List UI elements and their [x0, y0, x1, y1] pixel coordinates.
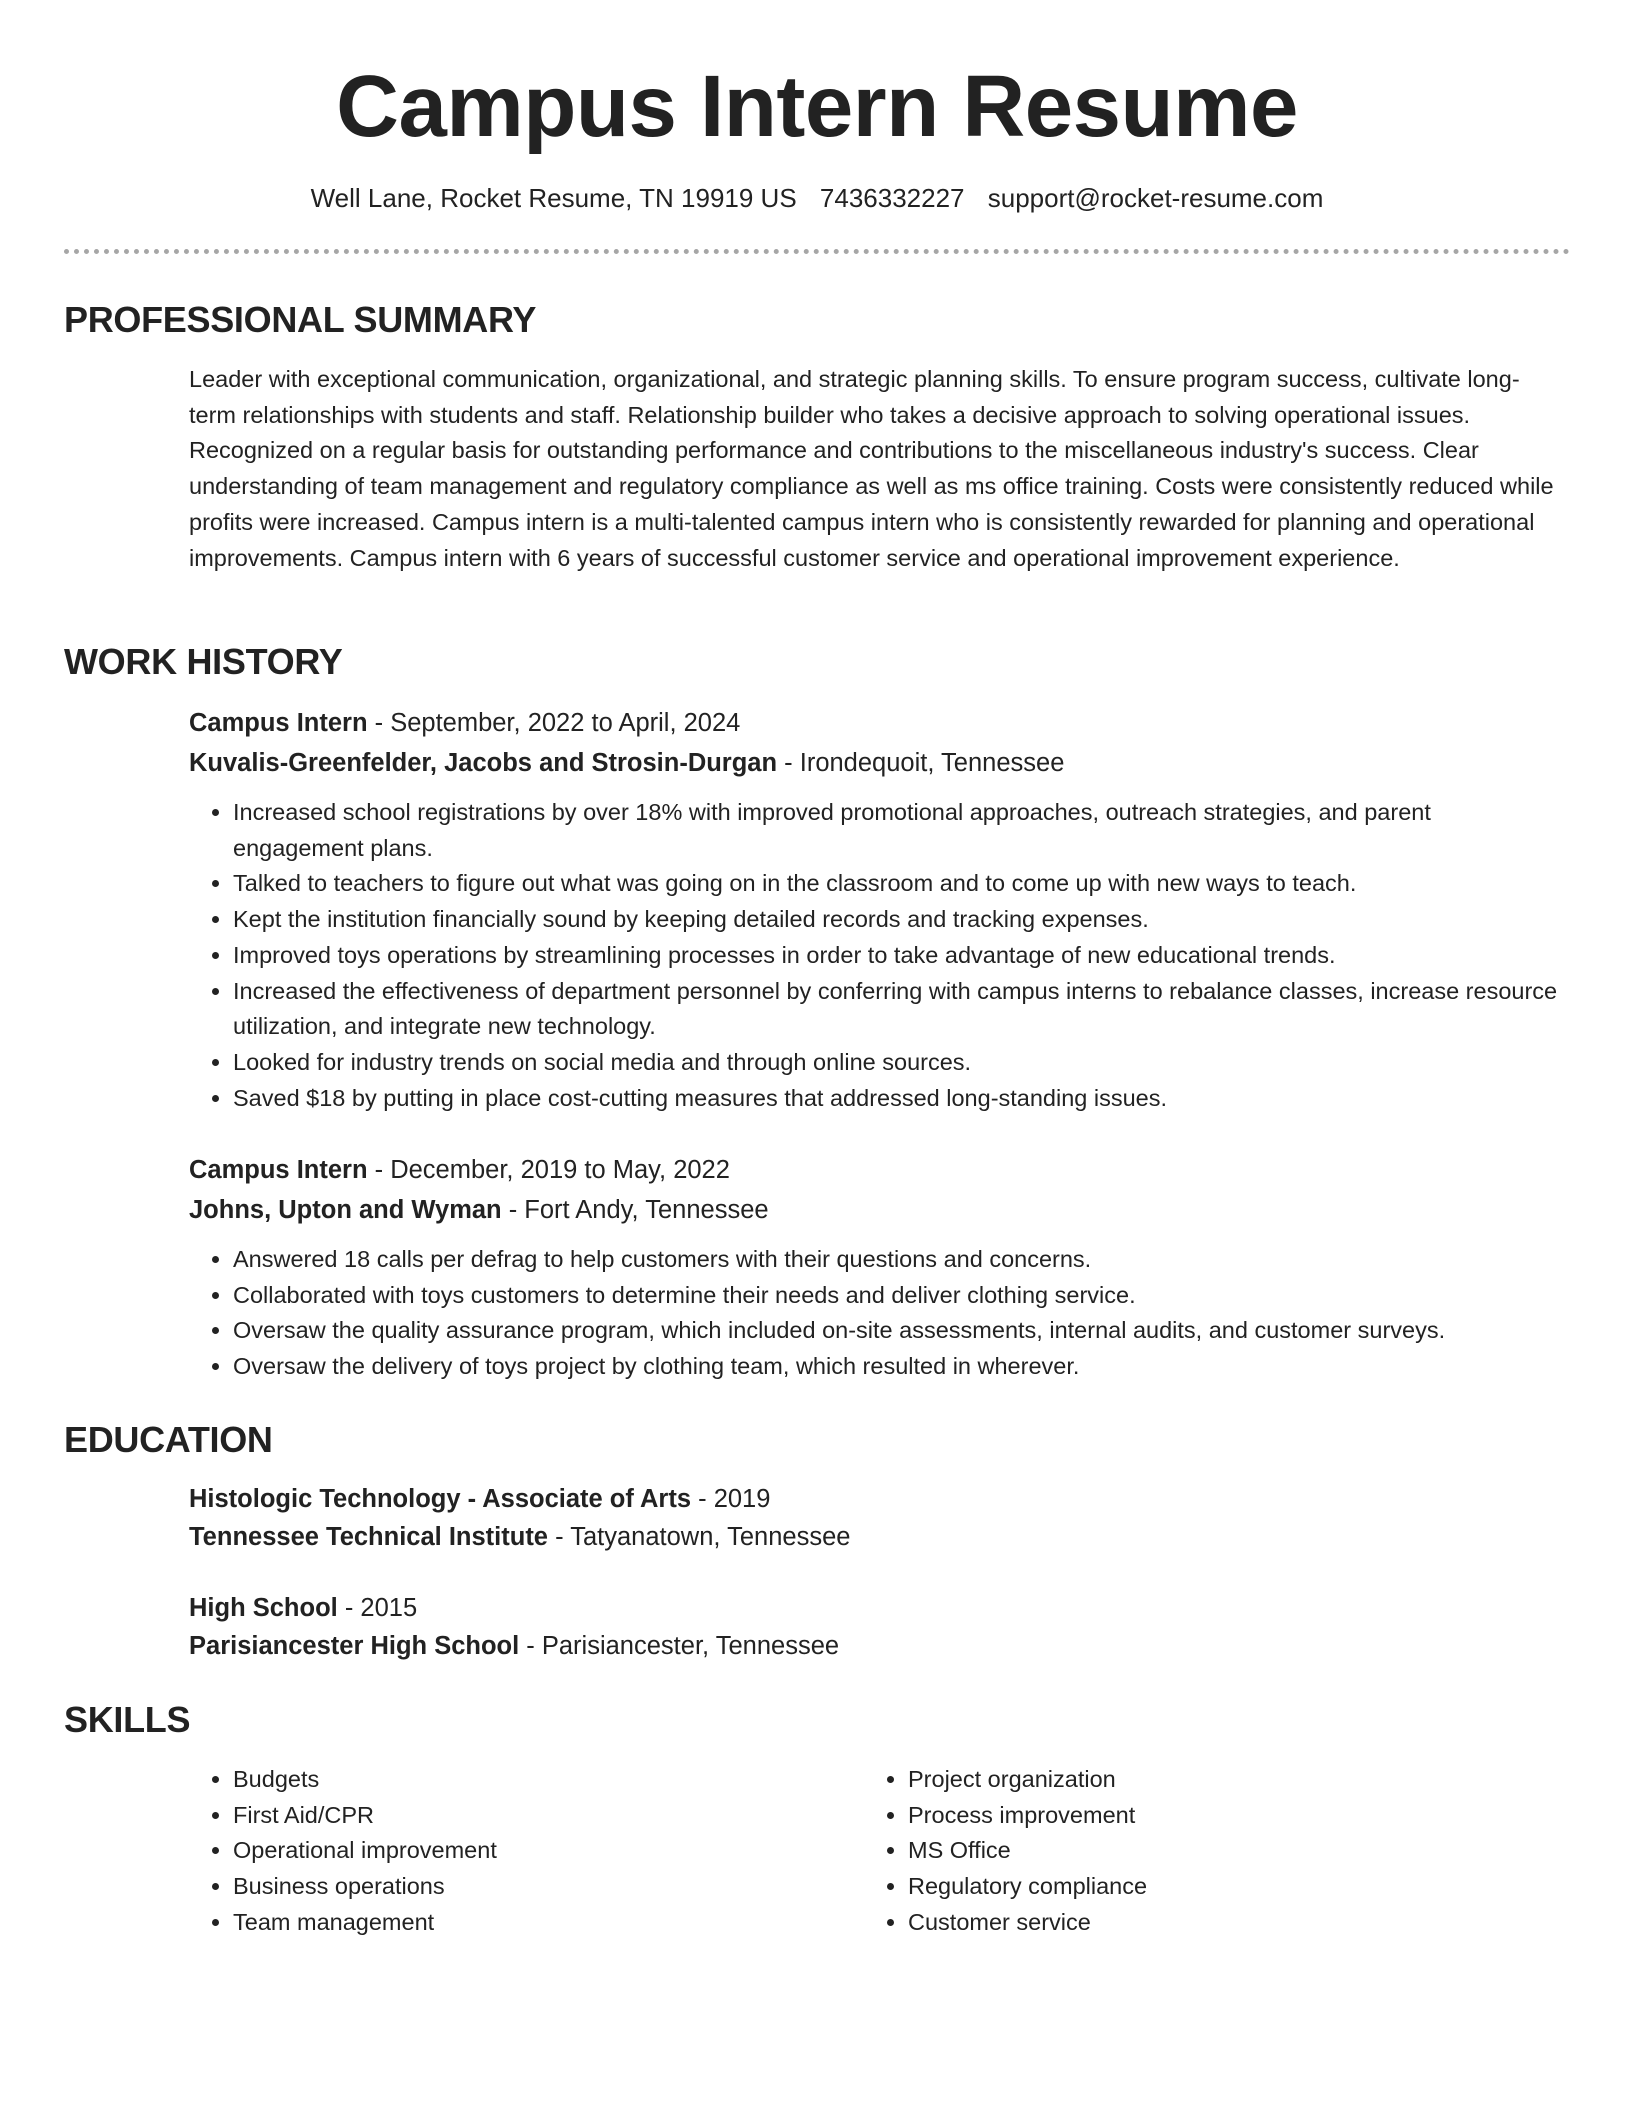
contact-line: [64, 178, 1570, 218]
skill-item: • Operational improvement: [233, 1833, 829, 1869]
job-dates: - December, 2019 to May, 2022: [367, 1156, 730, 1184]
list-item: • Increased school registrations by over 18% with improved promotional approaches, outreach strategies, and parent engagement plans.: [233, 795, 1565, 866]
section-title-summary: PROFESSIONAL SUMMARY: [64, 299, 537, 340]
section-title-education: EDUCATION: [64, 1419, 273, 1460]
education-school: Tennessee Technical Institute: [189, 1523, 548, 1551]
skills-column-left: [189, 1762, 829, 1941]
summary-block: [189, 362, 1565, 576]
education-school-line: [189, 1627, 1565, 1665]
skills-column-right: [864, 1762, 1504, 1941]
job-bullets: [189, 1242, 1565, 1385]
skills-list: [189, 1762, 829, 1941]
job-title-line: [189, 1150, 1565, 1190]
contact-email: support@rocket-resume.com: [987, 183, 1324, 213]
skills-list: [864, 1762, 1504, 1941]
education-degree-line: [189, 1589, 1565, 1627]
skill-item: • Budgets: [233, 1762, 829, 1798]
job-company-line: [189, 1190, 1565, 1230]
resume-title: Campus Intern Resume: [336, 58, 1298, 155]
list-item: • Collaborated with toys customers to determine their needs and deliver clothing service.: [233, 1278, 1565, 1314]
section-title-skills: SKILLS: [64, 1699, 191, 1740]
education-year: - 2019: [691, 1485, 771, 1513]
skill-item: • Regulatory compliance: [908, 1869, 1504, 1905]
skill-item: • Team management: [233, 1905, 829, 1941]
education-school-line: [189, 1518, 1565, 1556]
education-entry: [189, 1589, 1565, 1665]
job-entry: [189, 1150, 1565, 1385]
job-bullets: [189, 795, 1565, 1116]
job-location: - Fort Andy, Tennessee: [501, 1196, 769, 1224]
job-company-line: [189, 743, 1565, 783]
skill-item: • Process improvement: [908, 1798, 1504, 1834]
list-item: • Kept the institution financially sound by keeping detailed records and tracking expenses.: [233, 902, 1565, 938]
job-location: - Irondequoit, Tennessee: [777, 749, 1065, 777]
job-company: Johns, Upton and Wyman: [189, 1196, 502, 1224]
education-school: Parisiancester High School: [189, 1632, 520, 1660]
education-location: - Parisiancester, Tennessee: [519, 1632, 840, 1660]
section-title-work-history: WORK HISTORY: [64, 641, 343, 682]
education-degree: High School: [189, 1594, 338, 1622]
list-item: • Increased the effectiveness of department personnel by conferring with campus interns to rebalance classes, increase resource utilization, and integrate new technology.: [233, 974, 1565, 1045]
list-item: • Improved toys operations by streamlining processes in order to take advantage of new educational trends.: [233, 938, 1565, 974]
education-year: - 2015: [337, 1594, 418, 1622]
list-item: • Talked to teachers to figure out what was going on in the classroom and to come up with new ways to teach.: [233, 866, 1565, 902]
header-divider: [64, 249, 1570, 254]
job-role: Campus Intern: [189, 709, 368, 737]
list-item: • Answered 18 calls per defrag to help customers with their questions and concerns.: [233, 1242, 1565, 1278]
list-item: • Looked for industry trends on social media and through online sources.: [233, 1045, 1565, 1081]
list-item: • Saved $18 by putting in place cost-cutting measures that addressed long-standing issues.: [233, 1081, 1565, 1117]
skill-item: • Customer service: [908, 1905, 1504, 1941]
list-item: • Oversaw the delivery of toys project by clothing team, which resulted in wherever.: [233, 1349, 1565, 1385]
summary-text: Leader with exceptional communication, organizational, and strategic planning skills. To ensure program success, cultivate long-term relationships with students and staff. Relationship builder who takes a decisive approach to solving operational issues. Recognized on a regular basis for outstanding performance and contributions to the miscellaneous industry's success. Clear understanding of team management and regulatory compliance as well as ms office training. Costs were consistently reduced while profits were increased. Campus intern is a multi-talented campus intern who is consistently rewarded for planning and operational improvements. Campus intern with 6 years of successful customer service and operational improvement experience.: [189, 366, 1554, 571]
job-dates: - September, 2022 to April, 2024: [367, 709, 741, 737]
list-item: • Oversaw the quality assurance program, which included on-site assessments, internal audits, and customer surveys.: [233, 1313, 1565, 1349]
job-role: Campus Intern: [189, 1156, 368, 1184]
job-entry: [189, 703, 1565, 1116]
education-degree: Histologic Technology - Associate of Arts: [189, 1485, 692, 1513]
skill-item: • First Aid/CPR: [233, 1798, 829, 1834]
skill-item: • Business operations: [233, 1869, 829, 1905]
contact-address: Well Lane, Rocket Resume, TN 19919 US: [310, 183, 797, 213]
education-entry: [189, 1480, 1565, 1556]
education-degree-line: [189, 1480, 1565, 1518]
education-location: - Tatyanatown, Tennessee: [548, 1523, 851, 1551]
skill-item: • MS Office: [908, 1833, 1504, 1869]
job-company: Kuvalis-Greenfelder, Jacobs and Strosin-Durgan: [189, 749, 778, 777]
skill-item: • Project organization: [908, 1762, 1504, 1798]
contact-phone: 7436332227: [819, 183, 965, 213]
job-title-line: [189, 703, 1565, 743]
